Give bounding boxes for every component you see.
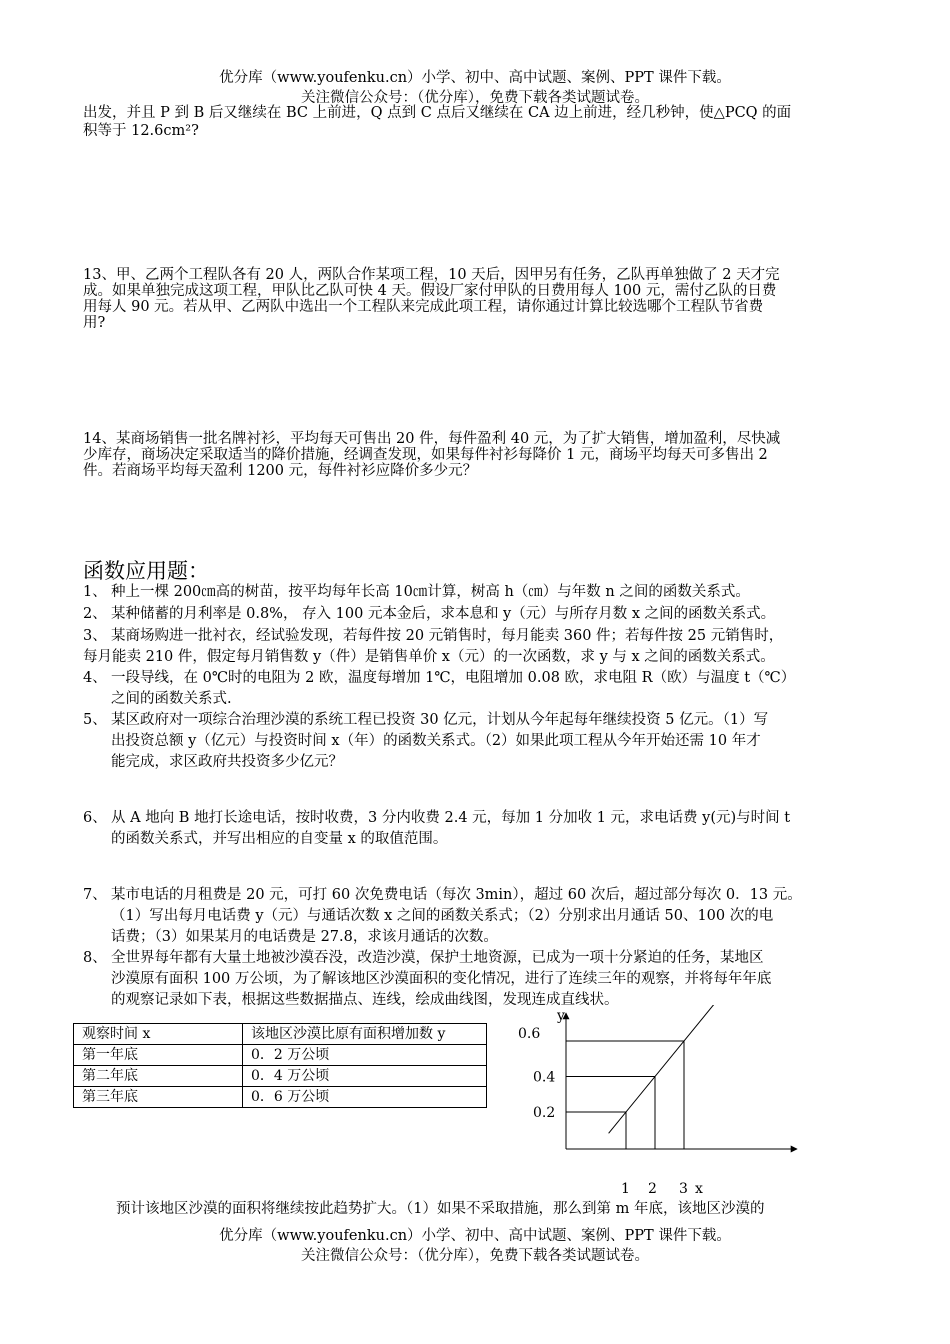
- item-number: 5、: [83, 712, 107, 728]
- y-tick-label: 0.6: [518, 1026, 541, 1042]
- y-axis-label: y: [557, 1008, 565, 1024]
- q13-line-1: 13、甲、乙两个工程队各有 20 人，两队合作某项工程，10 天后，因甲另有任务，乙队再单独做了 2 天才完: [83, 267, 780, 283]
- table-header-cell: 观察时间 x: [74, 1024, 243, 1045]
- q13-line-2: 成。如果单独完成这项工程，甲队比乙队可快 4 天。假设厂家付甲队的日费用每人 100 元，需付乙队的日费: [83, 283, 777, 299]
- q14-line-3: 件。若商场平均每天盈利 1200 元，每件衬衫应降价多少元？: [83, 463, 478, 479]
- q13-line-4: 用?: [83, 315, 106, 331]
- q14-line-1: 14、某商场销售一批名牌衬衫，平均每天可售出 20 件，每件盈利 40 元，为了扩大销售，增加盈利，尽快减: [83, 431, 781, 447]
- y-tick-label: 0.4: [533, 1069, 556, 1086]
- item-text: 种上一棵 200㎝高的树苗，按平均每年长高 10㎝计算，树高 h（㎝）与年数 n 之间的函数关系式。: [111, 584, 750, 600]
- item-number: 7、: [83, 887, 107, 903]
- q12-line-2: 积等于 12.6cm²?: [83, 123, 199, 139]
- x-tick-label: 2: [648, 1181, 657, 1197]
- table-cell: 第三年底: [74, 1087, 243, 1108]
- item-number: 6、: [83, 810, 107, 826]
- table-header-cell: 该地区沙漠比原有面积增加数 y: [243, 1024, 487, 1045]
- closing-line: 预计该地区沙漠的面积将继续按此趋势扩大。（1）如果不采取措施，那么到第 m 年底，该地区沙漠的: [116, 1201, 765, 1217]
- item-text: 某区政府对一项综合治理沙漠的系统工程已投资 30 亿元，计划从今年起每年继续投资 5 亿元。（1）写: [111, 712, 769, 728]
- item-text: 沙漠原有面积 100 万公顷，为了解该地区沙漠面积的变化情况，进行了连续三年的观察，并将每年年底: [111, 971, 772, 987]
- item-text: 的函数关系式，并写出相应的自变量 x 的取值范围。: [111, 831, 448, 847]
- table-header-row: [74, 1024, 487, 1045]
- item-text: 的观察记录如下表，根据这些数据描点、连线，绘成曲线图，发现连成直线状。: [111, 992, 619, 1008]
- item-text: 一段导线，在 0℃时的电阻为 2 欧，温度每增加 1℃，电阻增加 0.08 欧，求电阻 R（欧）与温度 t（℃）: [111, 670, 796, 686]
- table-row: [74, 1066, 487, 1087]
- item-number: 1、: [83, 584, 107, 600]
- item-text: 某市电话的月租费是 20 元，可打 60 次免费电话（每次 3min），超过 60 次后，超过部分每次 0．13 元。: [111, 887, 802, 903]
- x-tick-label: 1: [621, 1181, 630, 1197]
- q13-line-3: 用每人 90 元。若从甲、乙两队中选出一个工程队来完成此项工程，请你通过计算比较选哪个工程队节省费: [83, 299, 764, 315]
- item-text: 能完成，求区政府共投资多少亿元？: [111, 754, 343, 770]
- sand-area-chart: [505, 1005, 805, 1200]
- header-line-2: 关注微信公众号：（优分库），免费下载各类试题试卷。: [301, 90, 649, 106]
- item-text: 之间的函数关系式.: [111, 691, 232, 707]
- item-text: 话费；（3）如果某月的电话费是 27.8，求该月通话的次数。: [111, 929, 498, 945]
- item-text: （1）写出每月电话费 y（元）与通话次数 x 之间的函数关系式；（2）分别求出月通话 50、100 次的电: [111, 908, 774, 924]
- table-cell: 第一年底: [74, 1045, 243, 1066]
- series-line: [609, 1005, 715, 1133]
- item-number: 2、: [83, 606, 107, 622]
- q12-line-1: 出发，并且 P 到 B 后又继续在 BC 上前进，Q 点到 C 点后又继续在 CA 边上前进，经几秒钟，使△PCQ 的面: [83, 105, 792, 121]
- observation-table: [73, 1023, 487, 1108]
- x-tick-label: 3: [679, 1181, 688, 1197]
- q14-line-2: 少库存，商场决定采取适当的降价措施，经调查发现，如果每件衬衫每降价 1 元，商场平均每天可多售出 2: [83, 447, 768, 463]
- y-tick-label: 0.2: [533, 1105, 556, 1121]
- table-cell: 0．6 万公顷: [243, 1087, 487, 1108]
- item-text: 某种储蓄的月利率是 0.8%， 存入 100 元本金后，求本息和 y（元）与所存月数 x 之间的函数关系式。: [111, 606, 776, 622]
- footer-line-1: 优分库（www.youfenku.cn）小学、初中、高中试题、案例、PPT 课件下载。: [219, 1228, 731, 1244]
- item-number: 4、: [83, 670, 107, 686]
- header-line-1: 优分库（www.youfenku.cn）小学、初中、高中试题、案例、PPT 课件下载。: [219, 70, 731, 86]
- table-cell: 0．4 万公顷: [243, 1066, 487, 1087]
- table-row: [74, 1087, 487, 1108]
- table-cell: 第二年底: [74, 1066, 243, 1087]
- x-axis-label: x: [695, 1181, 703, 1197]
- item-text: 出投资总额 y（亿元）与投资时间 x（年）的函数关系式。（2）如果此项工程从今年开始还需 10 年才: [111, 733, 761, 749]
- footer-line-2: 关注微信公众号：（优分库），免费下载各类试题试卷。: [301, 1248, 649, 1264]
- table-cell: 0．2 万公顷: [243, 1045, 487, 1066]
- item-text: 全世界每年都有大量土地被沙漠吞没，改造沙漠，保护土地资源，已成为一项十分紧迫的任务，某地区: [111, 950, 764, 966]
- section-title: 函数应用题：: [83, 559, 209, 583]
- item-text: 每月能卖 210 件，假定每月销售数 y（件）是销售单价 x（元）的一次函数，求 y 与 x 之间的函数关系式。: [83, 649, 775, 665]
- item-text: 从 A 地向 B 地打长途电话，按时收费，3 分内收费 2.4 元，每加 1 分加收 1 元，求电话费 y(元)与时间 t: [111, 810, 791, 826]
- item-text: 某商场购进一批衬衣，经试验发现，若每件按 20 元销售时，每月能卖 360 件；若每件按 25 元销售时，: [111, 628, 784, 644]
- item-number: 8、: [83, 950, 107, 966]
- table-row: [74, 1045, 487, 1066]
- item-number: 3、: [83, 628, 107, 644]
